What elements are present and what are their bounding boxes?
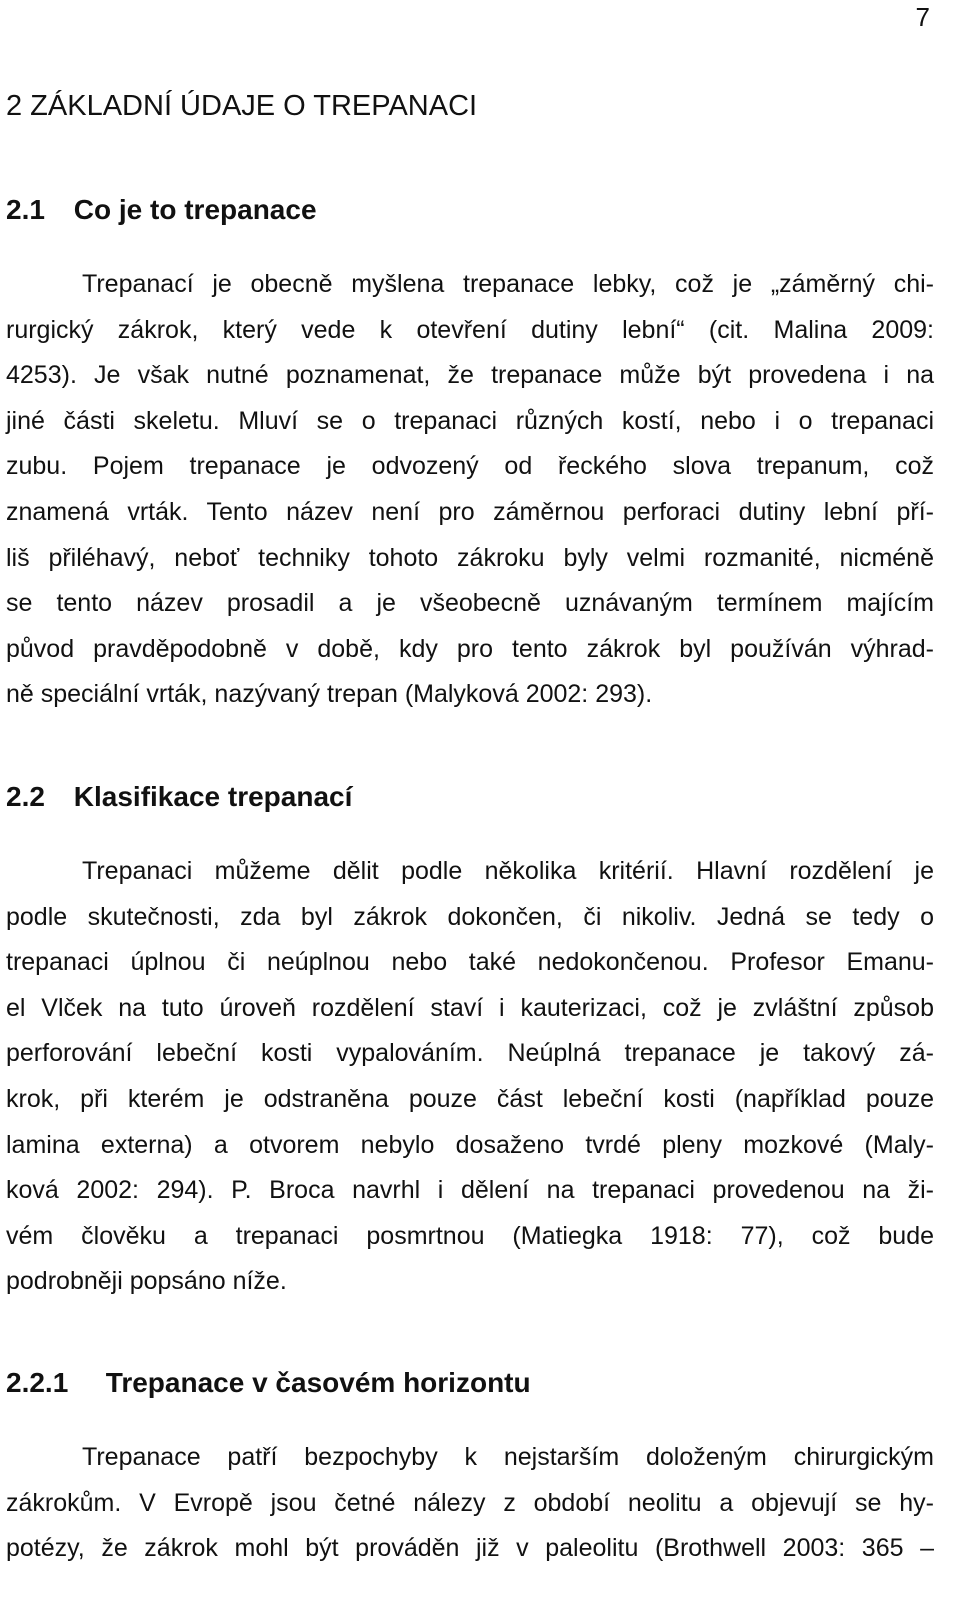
text-line: liš přiléhavý, neboť techniky tohoto zákroku byly velmi rozmanité, nicméně <box>6 543 934 572</box>
text-line: perforování lebeční kosti vypalováním. Neúplná trepanace je takový zá- <box>6 1039 934 1068</box>
text-line: ková 2002: 294). P. Broca navrhl i dělení na trepanaci provedenou na ži- <box>6 1176 934 1205</box>
text-line: 4253). Je však nutné poznamenat, že trepanace může být provedena i na <box>6 361 934 390</box>
section-heading-2-1 <box>6 192 317 228</box>
section-number: 2.2.1 <box>6 1367 69 1398</box>
text-line: vém člověku a trepanaci posmrtnou (Matiegka 1918: 77), což bude <box>6 1221 934 1250</box>
text-line: podrobněji popsáno níže. <box>6 1267 287 1296</box>
text-line: Trepanaci můžeme dělit podle několika kritérií. Hlavní rozdělení je <box>82 857 934 885</box>
text-line: Trepanace patří bezpochyby k nejstarším doloženým chirurgickým <box>82 1443 934 1471</box>
text-line: zákrokům. V Evropě jsou četné nálezy z období neolitu a objevují se hy- <box>6 1488 934 1517</box>
section-title: Trepanace v časovém horizontu <box>105 1367 531 1398</box>
paragraph-2-1 <box>6 262 934 718</box>
text-line: ně speciální vrták, nazývaný trepan (Malyková 2002: 293). <box>6 680 653 709</box>
text-line: jiné části skeletu. Mluví se o trepanaci různých kostí, nebo i o trepanaci <box>6 406 934 435</box>
section-title: Co je to trepanace <box>73 194 317 225</box>
section-title: Klasifikace trepanací <box>73 781 353 812</box>
text-line: rurgický zákrok, který vede k otevření dutiny lební“ (cit. Malina 2009: <box>6 315 934 344</box>
section-number: 2.2 <box>6 781 45 812</box>
section-number: 2.1 <box>6 194 45 225</box>
paragraph-2-2-1 <box>6 1435 934 1572</box>
text-line: se tento název prosadil a je všeobecně uznávaným termínem majícím <box>6 589 934 618</box>
text-line: trepanaci úplnou či neúplnou nebo také nedokončenou. Profesor Emanu- <box>6 948 934 977</box>
text-line: původ pravděpodobně v době, kdy pro tento zákrok byl používán výhrad- <box>6 634 934 663</box>
chapter-heading: 2 ZÁKLADNÍ ÚDAJE O TREPANACI <box>6 90 478 122</box>
paragraph-2-2 <box>6 849 934 1305</box>
text-line: podle skutečnosti, zda byl zákrok dokončen, či nikoliv. Jedná se tedy o <box>6 902 934 931</box>
text-line: el Vlček na tuto úroveň rozdělení staví i kauterizaci, což je zvláštní způsob <box>6 993 934 1022</box>
text-line: lamina externa) a otvorem nebylo dosaženo tvrdé pleny mozkové (Maly- <box>6 1130 934 1159</box>
text-line: zubu. Pojem trepanace je odvozený od řeckého slova trepanum, což <box>6 452 934 481</box>
text-line: krok, při kterém je odstraněna pouze část lebeční kosti (například pouze <box>6 1084 934 1113</box>
section-heading-2-2 <box>6 779 352 815</box>
text-line: Trepanací je obecně myšlena trepanace lebky, což je „záměrný chi- <box>82 270 934 298</box>
text-line: potézy, že zákrok mohl být prováděn již v paleolitu (Brothwell 2003: 365 – <box>6 1534 934 1563</box>
section-heading-2-2-1 <box>6 1365 531 1401</box>
text-line: znamená vrták. Tento název není pro záměrnou perforaci dutiny lební pří- <box>6 497 934 526</box>
page-number: 7 <box>915 2 930 32</box>
